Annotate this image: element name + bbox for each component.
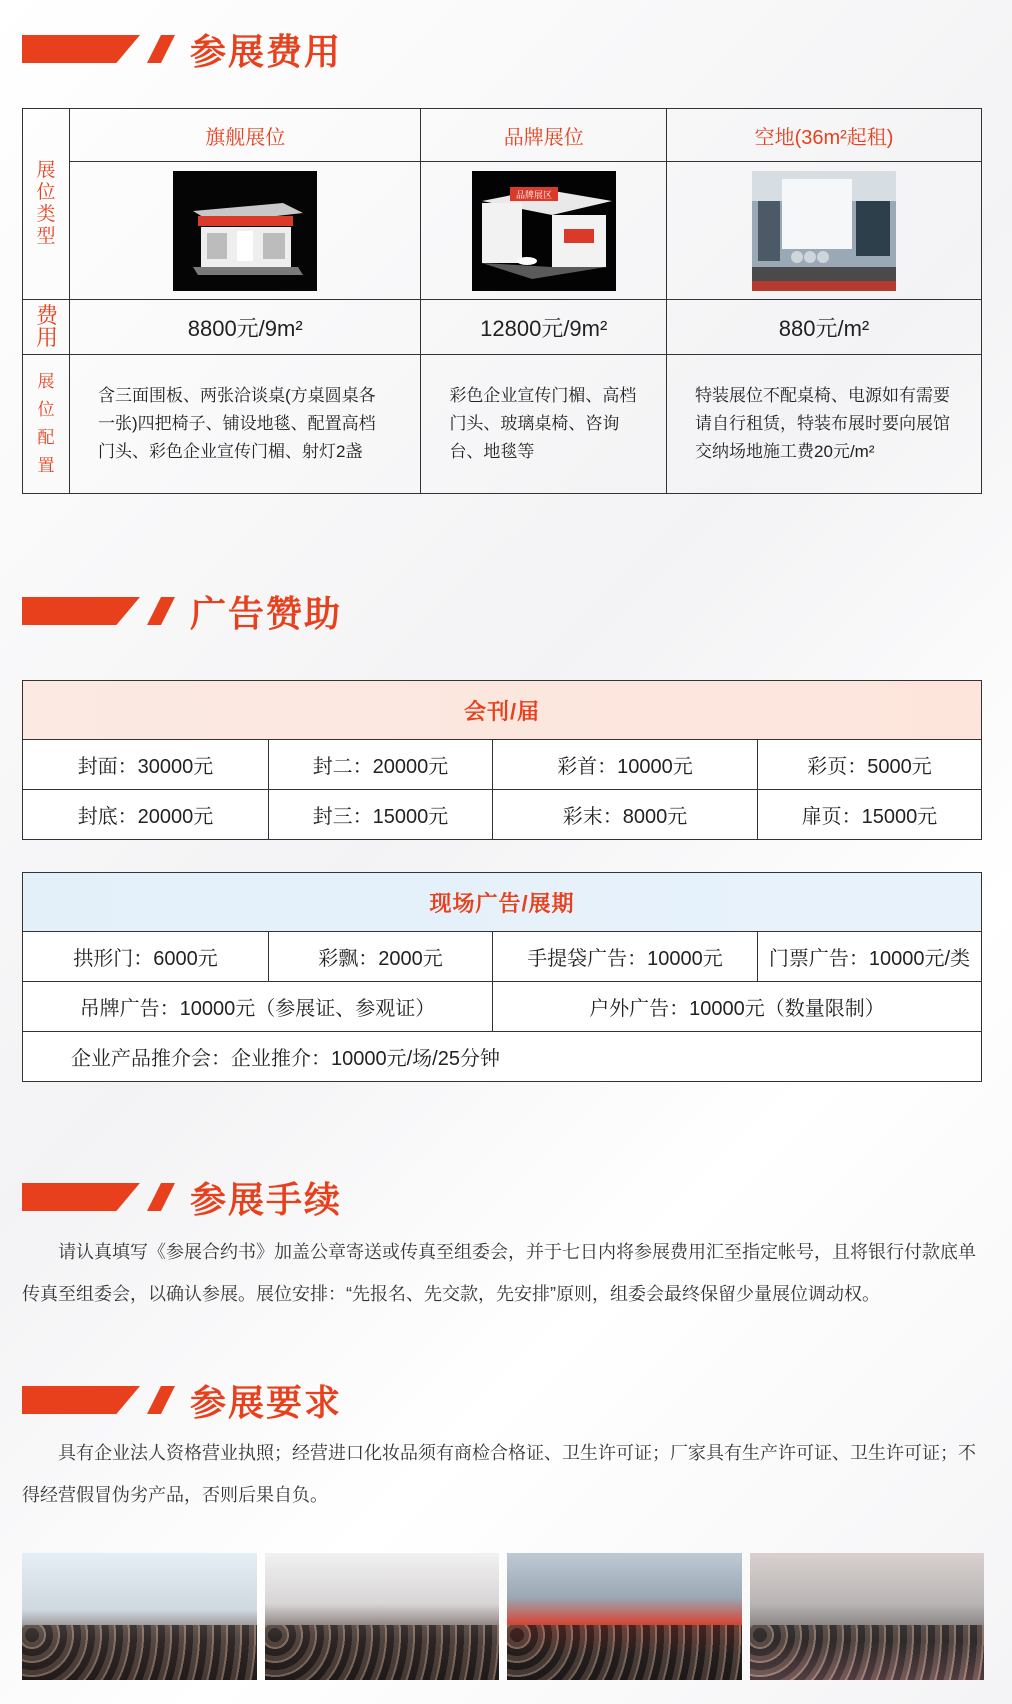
price-brand: 12800元/9m² — [421, 300, 667, 355]
brand-booth-image — [472, 171, 616, 291]
journal-ad-cell: 扉页：15000元 — [758, 790, 982, 840]
section-title-ads — [22, 586, 342, 636]
section-title-procedure — [22, 1172, 342, 1222]
onsite-ad-row — [23, 1032, 982, 1082]
exhibition-photo — [507, 1553, 742, 1680]
price-raw-space: 880元/m² — [667, 300, 982, 355]
onsite-ad-header: 现场广告/展期 — [23, 873, 982, 932]
journal-ad-header: 会刊/届 — [23, 681, 982, 740]
config-raw-space: 特装展位不配桌椅、电源如有需要请自行租赁，特装布展时要向展馆交纳场地施工费20元/m² — [667, 355, 982, 494]
journal-ad-cell: 彩首：10000元 — [493, 740, 758, 790]
config-brand: 彩色企业宣传门楣、高档门头、玻璃桌椅、咨询台、地毯等 — [421, 355, 667, 494]
section-title-text: 参展费用 — [190, 30, 343, 72]
flagship-booth-image — [173, 171, 317, 291]
title-accent-bar — [22, 1183, 172, 1211]
journal-ad-cell: 彩页：5000元 — [758, 740, 982, 790]
config-flagship: 含三面围板、两张洽谈桌(方桌圆桌各一张)四把椅子、铺设地毯、配置高档门头、彩色企业宣传门楣、射灯2盏 — [70, 355, 421, 494]
col-title-raw-space: 空地(36m²起租) — [667, 109, 982, 162]
journal-ad-table — [22, 680, 982, 840]
fee-header-row — [23, 109, 982, 162]
title-accent-bar — [22, 35, 172, 63]
onsite-ad-cell: 吊牌广告：10000元（参展证、参观证） — [23, 982, 493, 1032]
section-title-fees — [22, 24, 342, 74]
exhibition-photo — [265, 1553, 500, 1680]
onsite-ad-header-row — [23, 873, 982, 932]
section-title-text: 参展手续 — [190, 1178, 343, 1220]
exhibition-photo — [22, 1553, 257, 1680]
journal-ad-row — [23, 790, 982, 840]
flagship-booth-cell — [70, 162, 421, 300]
onsite-ad-cell: 拱形门：6000元 — [23, 932, 269, 982]
flagship-booth-illustration — [173, 171, 317, 291]
raw-space-booth-illustration — [752, 171, 896, 291]
booth-image-row — [23, 162, 982, 300]
col-title-flagship: 旗舰展位 — [70, 109, 421, 162]
journal-ad-cell: 彩末：8000元 — [493, 790, 758, 840]
section-title-requirements — [22, 1375, 342, 1425]
onsite-ad-row — [23, 932, 982, 982]
price-flagship: 8800元/9m² — [70, 300, 421, 355]
onsite-ad-cell: 户外广告：10000元（数量限制） — [493, 982, 982, 1032]
journal-ad-cell: 封三：15000元 — [269, 790, 493, 840]
journal-ad-header-row — [23, 681, 982, 740]
section-title-text: 广告赞助 — [190, 592, 343, 634]
onsite-ad-row — [23, 982, 982, 1032]
journal-ad-cell: 封底：20000元 — [23, 790, 269, 840]
title-accent-bar — [22, 1386, 172, 1414]
side-label-type: 展位类型 — [23, 109, 70, 300]
section-title-text: 参展要求 — [190, 1381, 343, 1423]
brand-booth-illustration — [472, 171, 616, 291]
col-title-brand: 品牌展位 — [421, 109, 667, 162]
raw-space-booth-image — [752, 171, 896, 291]
exhibition-photo-strip — [22, 1553, 984, 1680]
side-label-fee: 费用 — [23, 300, 70, 355]
journal-ad-row — [23, 740, 982, 790]
booth-fee-table — [22, 108, 982, 494]
requirements-paragraph: 具有企业法人资格营业执照；经营进口化妆品须有商检合格证、卫生许可证；厂家具有生产许可证、卫生许可证；不得经营假冒伪劣产品，否则后果自负。 — [22, 1443, 976, 1505]
onsite-ad-cell: 门票广告：10000元/类 — [758, 932, 982, 982]
title-accent-bar — [22, 597, 172, 625]
exhibition-photo — [750, 1553, 985, 1680]
side-label-config: 展位配置 — [23, 355, 70, 494]
brand-booth-cell — [421, 162, 667, 300]
fee-price-row — [23, 300, 982, 355]
raw-space-booth-cell — [667, 162, 982, 300]
onsite-ad-table — [22, 872, 982, 1082]
journal-ad-cell: 封面：30000元 — [23, 740, 269, 790]
booth-config-row — [23, 355, 982, 494]
procedure-paragraph: 请认真填写《参展合约书》加盖公章寄送或传真至组委会，并于七日内将参展费用汇至指定帐号，且将银行付款底单传真至组委会，以确认参展。展位安排：“先报名、先交款，先安排”原则，组委会最终保留少量展位调动权。 — [22, 1242, 976, 1304]
journal-ad-cell: 封二：20000元 — [269, 740, 493, 790]
onsite-ad-cell: 手提袋广告：10000元 — [493, 932, 758, 982]
onsite-ad-cell: 企业产品推介会：企业推介：10000元/场/25分钟 — [23, 1032, 982, 1082]
brand-booth-sign: 品牌展区 — [515, 190, 552, 201]
onsite-ad-cell: 彩飘：2000元 — [269, 932, 493, 982]
